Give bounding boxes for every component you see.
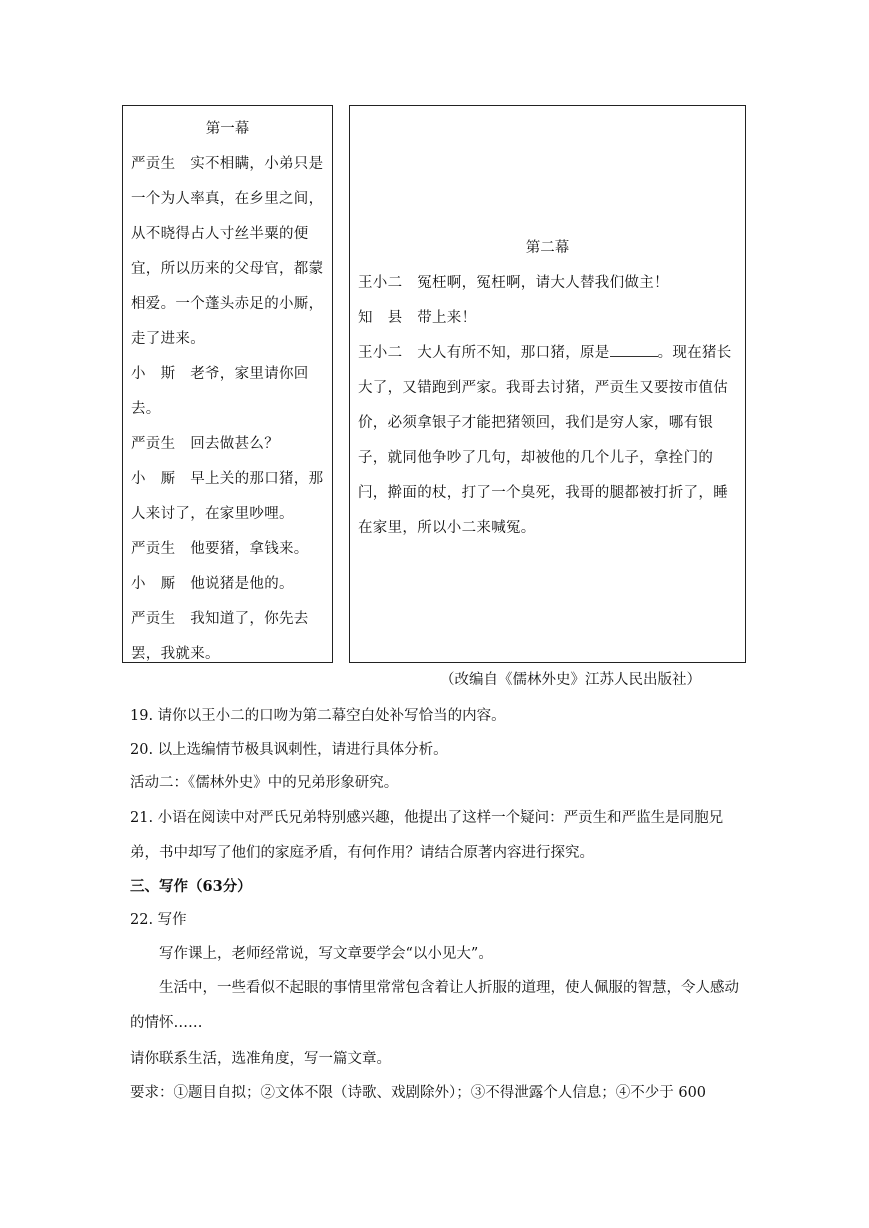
act-one-line: 严贡生 实不相瞒，小弟只是一个为人率真，在乡里之间，从不晓得占人寸丝半粟的便宜，所以历来的父母官，都蒙相爱。一个蓬头赤足的小厮，走了进来。 bbox=[131, 156, 324, 347]
act-one-line: 小 厮 早上关的那口猪，那人来讨了，在家里吵哩。 bbox=[131, 471, 324, 522]
source-citation: （改编自《儒林外史》江苏人民出版社） bbox=[440, 672, 701, 688]
writing-paragraph: 生活中，一些看似不起眼的事情里常常包含着让人折服的道理，使人佩服的智慧，令人感动的情怀…… bbox=[130, 980, 739, 1031]
writing-instruction: 请你联系生活，选准角度，写一篇文章。 bbox=[130, 1051, 391, 1067]
fill-in-blank[interactable] bbox=[610, 342, 658, 357]
act-two-line-before: 王小二 大人有所不知，那口猪，原是 bbox=[358, 345, 610, 361]
act-one-line: 严贡生 我知道了，你先去罢，我就来。 bbox=[131, 611, 309, 662]
activity-two: 活动二：《儒林外史》中的兄弟形象研究。 bbox=[130, 775, 399, 791]
act-two-box bbox=[349, 105, 746, 663]
act-one-line: 小 斯 老爷，家里请你回去。 bbox=[131, 366, 309, 417]
act-one-title: 第一幕 bbox=[205, 121, 250, 137]
act-one-line: 严贡生 回去做甚么？ bbox=[131, 436, 279, 452]
question-22: 22. 写作 bbox=[130, 912, 187, 928]
act-two-line bbox=[358, 336, 737, 546]
question-21: 21. 小语在阅读中对严氏兄弟特别感兴趣，他提出了这样一个疑问：严贡生和严监生是同胞兄弟，书中却写了他们的家庭矛盾，有何作用？请结合原著内容进行探究。 bbox=[130, 810, 724, 861]
act-two-line: 王小二 冤枉啊，冤枉啊，请大人替我们做主！ bbox=[358, 275, 669, 291]
act-one-line: 严贡生 他要猪，拿钱来。 bbox=[131, 541, 309, 557]
act-two-title: 第二幕 bbox=[525, 240, 570, 256]
act-two-line: 知 县 带上来！ bbox=[358, 310, 477, 326]
question-20: 20. 以上选编情节极具讽刺性，请进行具体分析。 bbox=[130, 742, 448, 758]
writing-heading: 三、写作（63分） bbox=[130, 878, 252, 895]
question-19: 19. 请你以王小二的口吻为第二幕空白处补写恰当的内容。 bbox=[130, 708, 506, 724]
writing-paragraph: 写作课上，老师经常说，写文章要学会“以小见大”。 bbox=[159, 946, 493, 962]
act-two-line-after: 。现在猪长大了，又错跑到严家。我哥去讨猪，严贡生又要按市值估价，必须拿银子才能把猪领回，我们是穷人家，哪有银子，就同他争吵了几句，却被他的几个儿子，拿拴门的闩，擀面的杖，打了一个臭死，我哥的腿都被打折了，睡在家里，所以小二来喊冤。 bbox=[358, 345, 732, 536]
act-one-box bbox=[122, 105, 333, 663]
writing-requirements: 要求：①题目自拟；②文体不限（诗歌、戏剧除外）；③不得泄露个人信息；④不少于 600 bbox=[130, 1085, 707, 1101]
act-one-line: 小 厮 他说猪是他的。 bbox=[131, 576, 294, 592]
